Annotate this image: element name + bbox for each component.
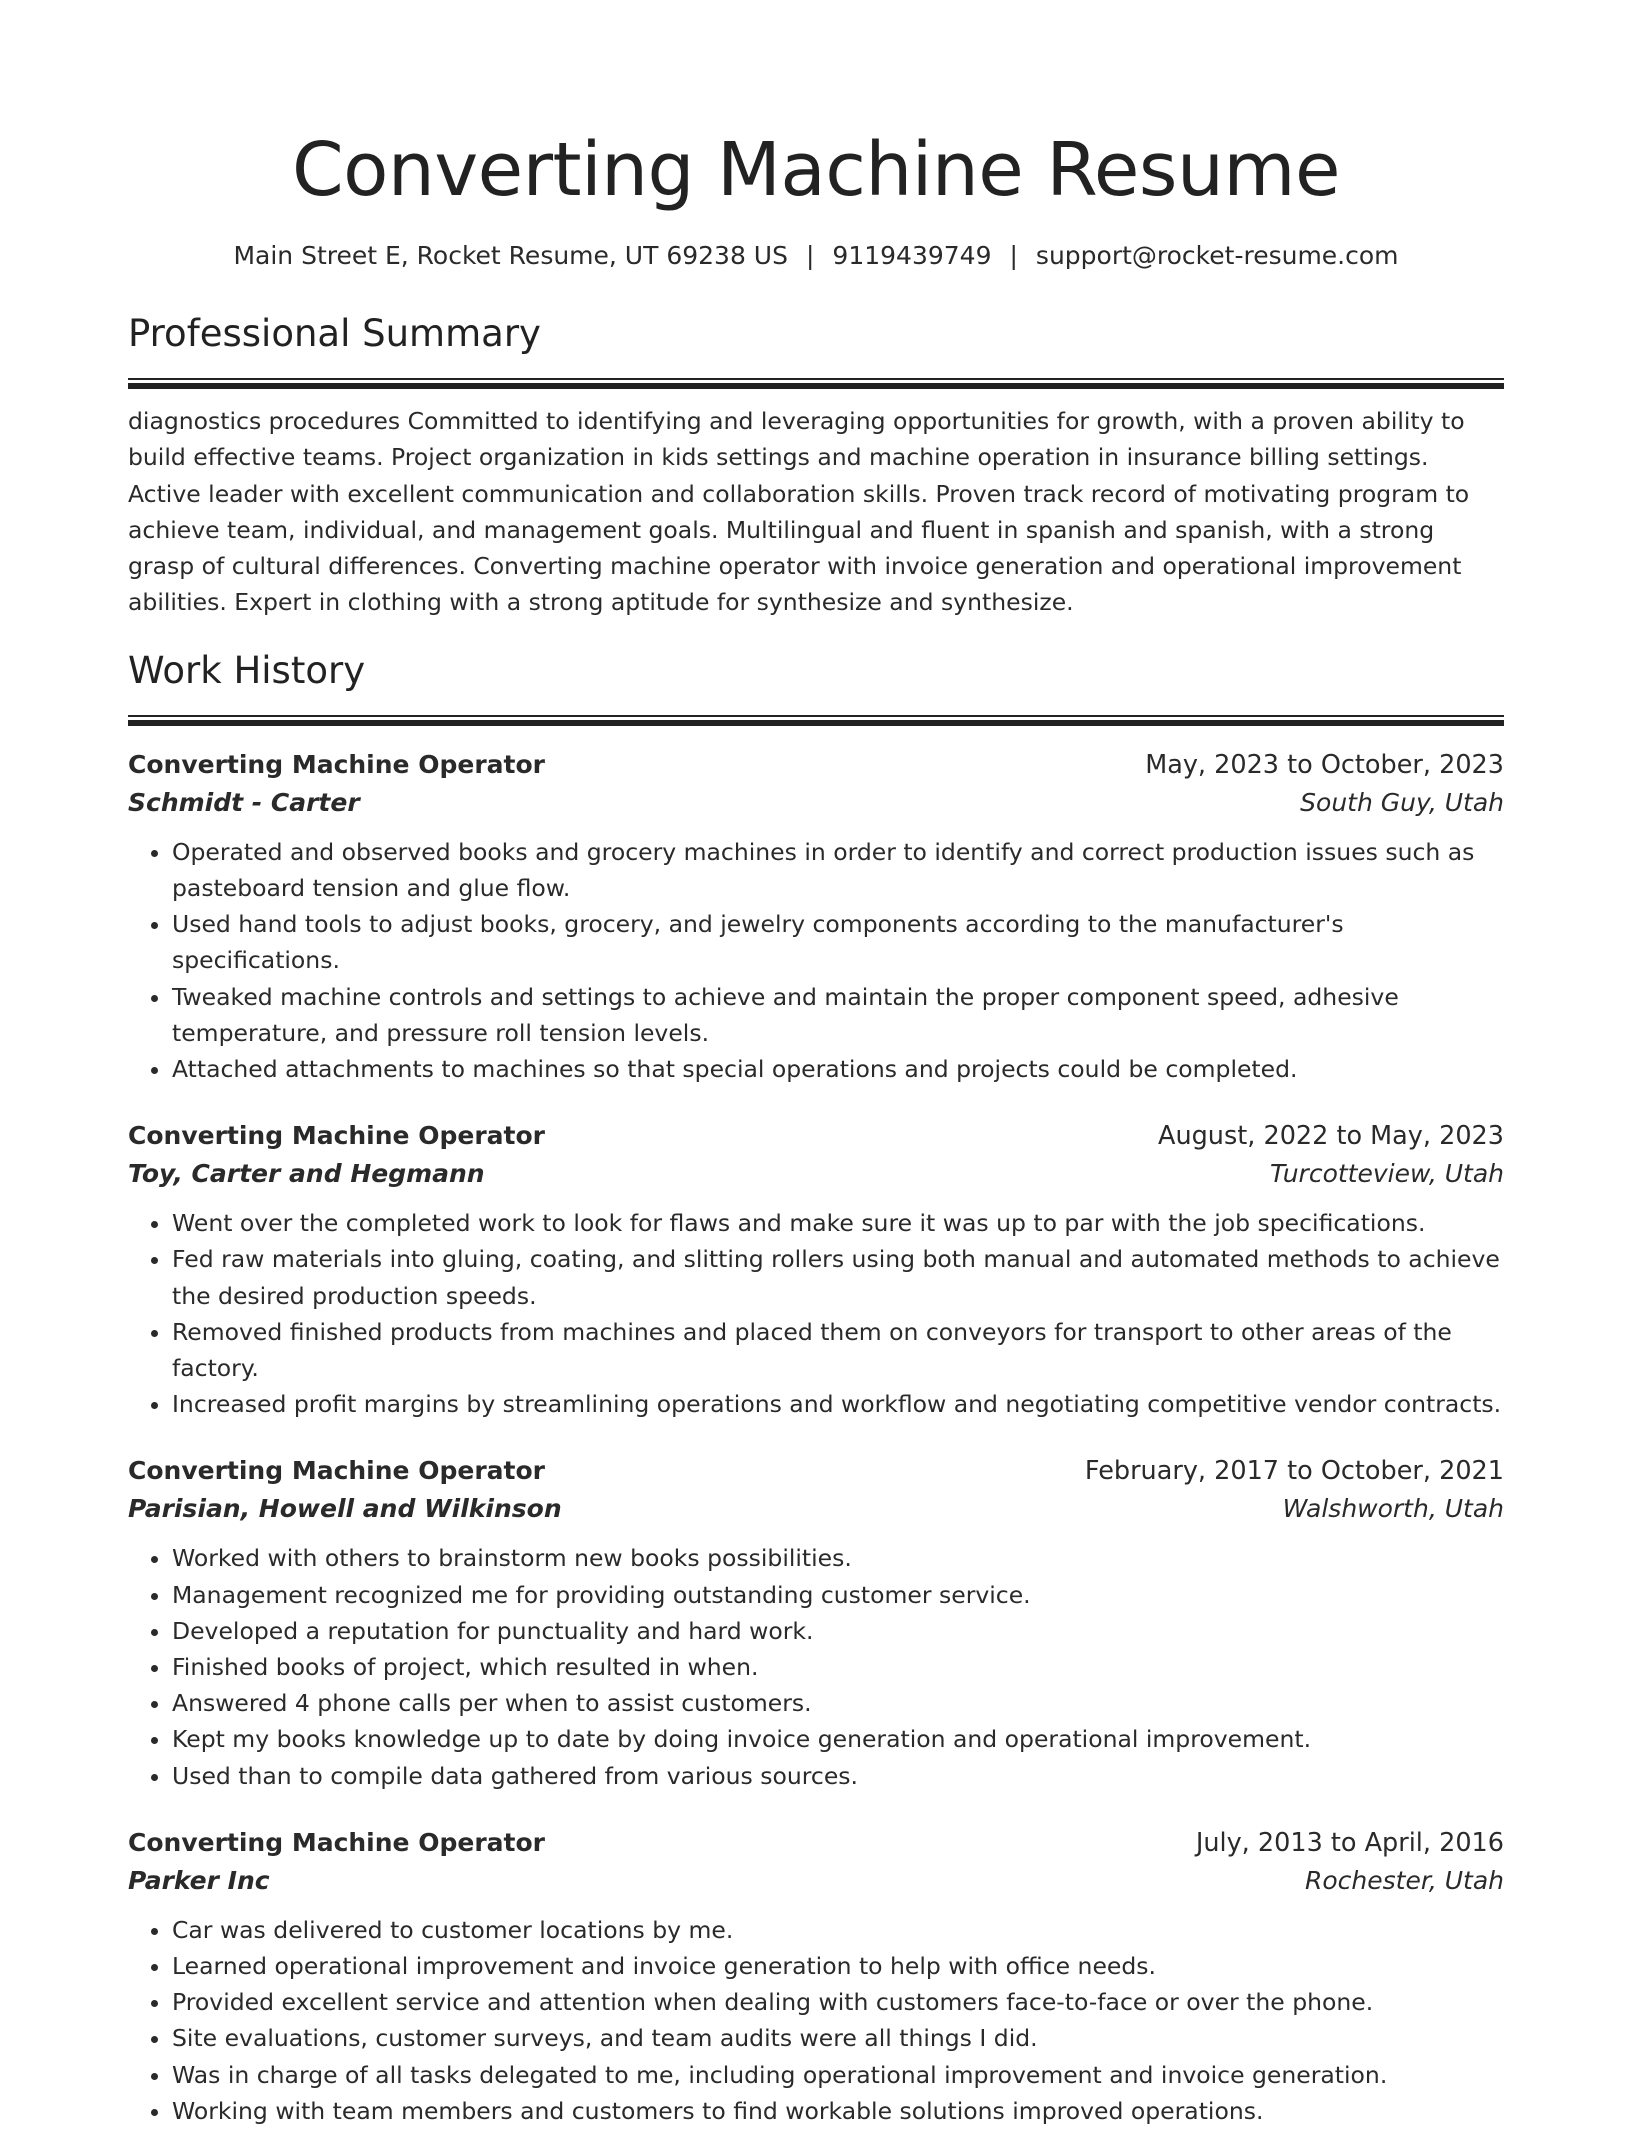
work-history-list <box>128 746 1504 2129</box>
job-bullet: • Management recognized me for providing outstanding customer service. <box>172 1577 1504 1613</box>
resume-page <box>128 0 1504 2129</box>
job-bullet: • Attached attachments to machines so that special operations and projects could be completed. <box>172 1051 1504 1087</box>
job-bullet: • Operated and observed books and grocery machines in order to identify and correct production issues such as pasteboard tension and glue flow. <box>172 834 1504 906</box>
job-bullet-list <box>128 834 1504 1087</box>
job-company-row <box>128 1862 1504 1900</box>
job-location: Rochester, Utah <box>1305 1865 1504 1895</box>
job-bullet: • Finished books of project, which resulted in when. <box>172 1649 1504 1685</box>
job-title: Converting Machine Operator <box>128 749 545 779</box>
job-bullet: • Learned operational improvement and invoice generation to help with office needs. <box>172 1948 1504 1984</box>
job-bullet: • Removed finished products from machines and placed them on conveyors for transport to other areas of the factory. <box>172 1314 1504 1386</box>
section-title-summary: Professional Summary <box>128 312 541 355</box>
job-company: Schmidt - Carter <box>128 787 360 817</box>
job-bullet: • Used hand tools to adjust books, grocery, and jewelry components according to the manufacturer's specifications. <box>172 906 1504 978</box>
job-entry <box>128 1824 1504 2129</box>
job-header-row <box>128 1452 1504 1490</box>
job-bullet: • Fed raw materials into gluing, coating, and slitting rollers using both manual and automated methods to achieve the desired production speeds. <box>172 1241 1504 1313</box>
job-bullet: • Working with team members and customers to find workable solutions improved operations. <box>172 2093 1504 2129</box>
job-dates: August, 2022 to May, 2023 <box>1158 1121 1504 1152</box>
contact-phone: 9119439749 <box>832 241 992 270</box>
job-location: South Guy, Utah <box>1300 787 1504 817</box>
job-bullet: • Was in charge of all tasks delegated to me, including operational improvement and invoice generation. <box>172 2057 1504 2093</box>
contact-separator: | <box>805 241 815 270</box>
resume-name: Converting Machine Resume <box>291 127 1341 213</box>
job-company-row <box>128 1490 1504 1528</box>
section-title-work-history: Work History <box>128 648 366 692</box>
contact-email: support@rocket-resume.com <box>1035 241 1399 270</box>
job-company-row <box>128 1155 1504 1193</box>
section-divider <box>128 378 1504 389</box>
job-entry <box>128 1117 1504 1422</box>
job-bullet: • Answered 4 phone calls per when to assist customers. <box>172 1685 1504 1721</box>
job-bullet: • Worked with others to brainstorm new books possibilities. <box>172 1540 1504 1576</box>
job-company-row <box>128 784 1504 822</box>
job-bullet: • Developed a reputation for punctuality and hard work. <box>172 1613 1504 1649</box>
job-dates: July, 2013 to April, 2016 <box>1195 1827 1504 1858</box>
job-bullet: • Car was delivered to customer locations by me. <box>172 1912 1504 1948</box>
contact-address: Main Street E, Rocket Resume, UT 69238 US <box>233 241 788 270</box>
job-company: Toy, Carter and Hegmann <box>128 1159 485 1189</box>
summary-text: diagnostics procedures Committed to identifying and leveraging opportunities for growth, with a proven ability to build effective teams. Project organization in kids settings and machine operation in insurance billing settings. Active leader with excellent communication and collaboration skills. Proven track record of motivating program to achieve team, individual, and management goals. Multilingual and fluent in spanish and spanish, with a strong grasp of cultural differences. Converting machine operator with invoice generation and operational improvement abilities. Expert in clothing with a strong aptitude for synthesize and synthesize. <box>128 407 1470 617</box>
job-bullet: • Site evaluations, customer surveys, and team audits were all things I did. <box>172 2020 1504 2056</box>
job-bullet: • Went over the completed work to look for flaws and make sure it was up to par with the job specifications. <box>172 1205 1504 1241</box>
job-entry <box>128 1452 1504 1793</box>
job-bullet-list <box>128 1912 1504 2129</box>
contact-separator: | <box>1009 241 1018 270</box>
job-header-row <box>128 1117 1504 1155</box>
job-bullet: • Increased profit margins by streamlining operations and workflow and negotiating competitive vendor contracts. <box>172 1386 1504 1422</box>
job-company: Parisian, Howell and Wilkinson <box>128 1494 562 1524</box>
job-company: Parker Inc <box>128 1865 270 1895</box>
contact-line <box>128 240 1504 272</box>
job-title: Converting Machine Operator <box>128 1456 545 1486</box>
job-bullet: • Kept my books knowledge up to date by doing invoice generation and operational improvement. <box>172 1721 1504 1757</box>
section-divider <box>128 715 1504 726</box>
job-bullet-list <box>128 1540 1504 1793</box>
job-bullet: • Used than to compile data gathered from various sources. <box>172 1758 1504 1794</box>
job-dates: February, 2017 to October, 2021 <box>1084 1456 1504 1487</box>
job-bullet-list <box>128 1205 1504 1422</box>
job-header-row <box>128 1824 1504 1862</box>
job-title: Converting Machine Operator <box>128 1121 545 1151</box>
job-location: Turcotteview, Utah <box>1269 1159 1504 1189</box>
job-header-row <box>128 746 1504 784</box>
job-location: Walshworth, Utah <box>1282 1494 1504 1524</box>
job-bullet: • Tweaked machine controls and settings to achieve and maintain the proper component speed, adhesive temperature, and pressure roll tension levels. <box>172 979 1504 1051</box>
job-title: Converting Machine Operator <box>128 1827 545 1857</box>
job-dates: May, 2023 to October, 2023 <box>1145 749 1504 780</box>
job-entry <box>128 746 1504 1087</box>
job-bullet: • Provided excellent service and attention when dealing with customers face-to-face or over the phone. <box>172 1984 1504 2020</box>
